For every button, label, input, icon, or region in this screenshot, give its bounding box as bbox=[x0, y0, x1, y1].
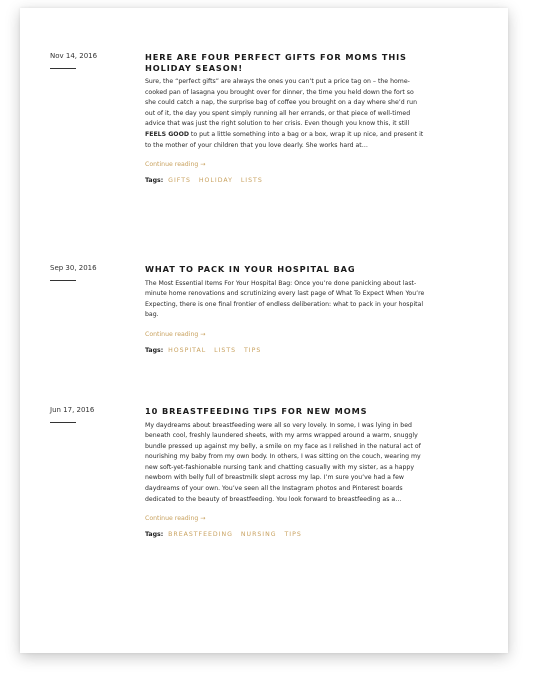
excerpt-text: My daydreams about breastfeeding were all so very lovely. In some, I was lying in bed beneath cool, freshly laundered sheets, with my arms wrapped around a warm, snuggly bundle pressed up against my belly, a smile on my face as I relished in the natural act of nourishing my baby from my own body. In others, I was sitting on the couch, wearing my new soft-yet-fashionable nursing tank and chatting casually with my sister, as a happy newborn with belly full of breastmilk slept across my lap. I’m sure you’ve had a few daydreams of your own. You’ve seen all the Instagram photos and Pinterest boards dedicated to the beauty of breastfeeding. You look forward to breastfeeding as a… bbox=[145, 421, 421, 503]
tag-link[interactable]: HOLIDAY bbox=[198, 177, 233, 185]
tag-link[interactable]: LISTS bbox=[214, 346, 237, 354]
tag-link[interactable]: NURSING bbox=[240, 531, 277, 539]
date-divider bbox=[50, 68, 76, 69]
tag-link[interactable]: BREASTFEEDING bbox=[168, 531, 233, 539]
excerpt-text: Sure, the “perfect gifts” are always the ones you can’t put a price tag on – the home-cooked pan of lasagna you brought over for dinner, the time you held down the fort so she could catch a nap, the surprise bag of coffee you brought on a day where she’d run out of it, the day you spent simply running all her errands, or that piece of well-timed advice that was just the right solution to her crisis. Even though you know this, it still bbox=[145, 78, 418, 128]
date-divider bbox=[50, 422, 76, 423]
continue-reading-link[interactable]: Continue reading → bbox=[145, 330, 206, 338]
tag-link[interactable]: HOSPITAL bbox=[168, 346, 207, 354]
tag-link[interactable]: GIFTS bbox=[168, 177, 191, 185]
continue-reading-link[interactable]: Continue reading → bbox=[145, 161, 206, 169]
tag-link[interactable]: TIPS bbox=[284, 531, 302, 539]
post-body bbox=[145, 52, 425, 184]
post-tags bbox=[145, 177, 425, 184]
post-date: Sep 30, 2016 bbox=[50, 264, 97, 272]
post-date: Jun 17, 2016 bbox=[50, 406, 95, 414]
excerpt-emphasis: FEELS GOOD bbox=[145, 130, 189, 138]
tags-label: Tags: bbox=[145, 346, 164, 354]
continue-reading-link[interactable]: Continue reading → bbox=[145, 515, 206, 523]
blog-page bbox=[20, 8, 508, 653]
date-divider bbox=[50, 280, 76, 281]
tags-label: Tags: bbox=[145, 177, 164, 185]
post-body bbox=[145, 406, 425, 538]
post-body bbox=[145, 264, 425, 354]
post-title[interactable]: HERE ARE FOUR PERFECT GIFTS FOR MOMS THIS HOLIDAY SEASON! bbox=[145, 52, 407, 73]
post-excerpt bbox=[145, 421, 425, 506]
tags-label: Tags: bbox=[145, 531, 164, 539]
tag-link[interactable]: LISTS bbox=[240, 177, 263, 185]
post-tags bbox=[145, 347, 425, 354]
post-tags bbox=[145, 531, 425, 538]
post-date: Nov 14, 2016 bbox=[50, 52, 98, 60]
tag-link[interactable]: TIPS bbox=[244, 346, 262, 354]
post-excerpt bbox=[145, 279, 425, 321]
excerpt-text: to put a little something into a bag or a box, wrap it up nice, and present it to the mother of your children that you love dearly. She works hard at… bbox=[145, 130, 424, 149]
excerpt-text: The Most Essential Items For Your Hospital Bag: Once you’re done panicking about last-minute home renovations and scrutinizing every last page of What To Expect When You’re Expecting, there is one final frontier of endless deliberation: what to pack in your hospital bag. bbox=[145, 279, 425, 319]
post-title[interactable]: WHAT TO PACK IN YOUR HOSPITAL BAG bbox=[145, 264, 356, 274]
post-excerpt bbox=[145, 77, 425, 151]
post-title[interactable]: 10 BREASTFEEDING TIPS FOR NEW MOMS bbox=[145, 406, 368, 416]
